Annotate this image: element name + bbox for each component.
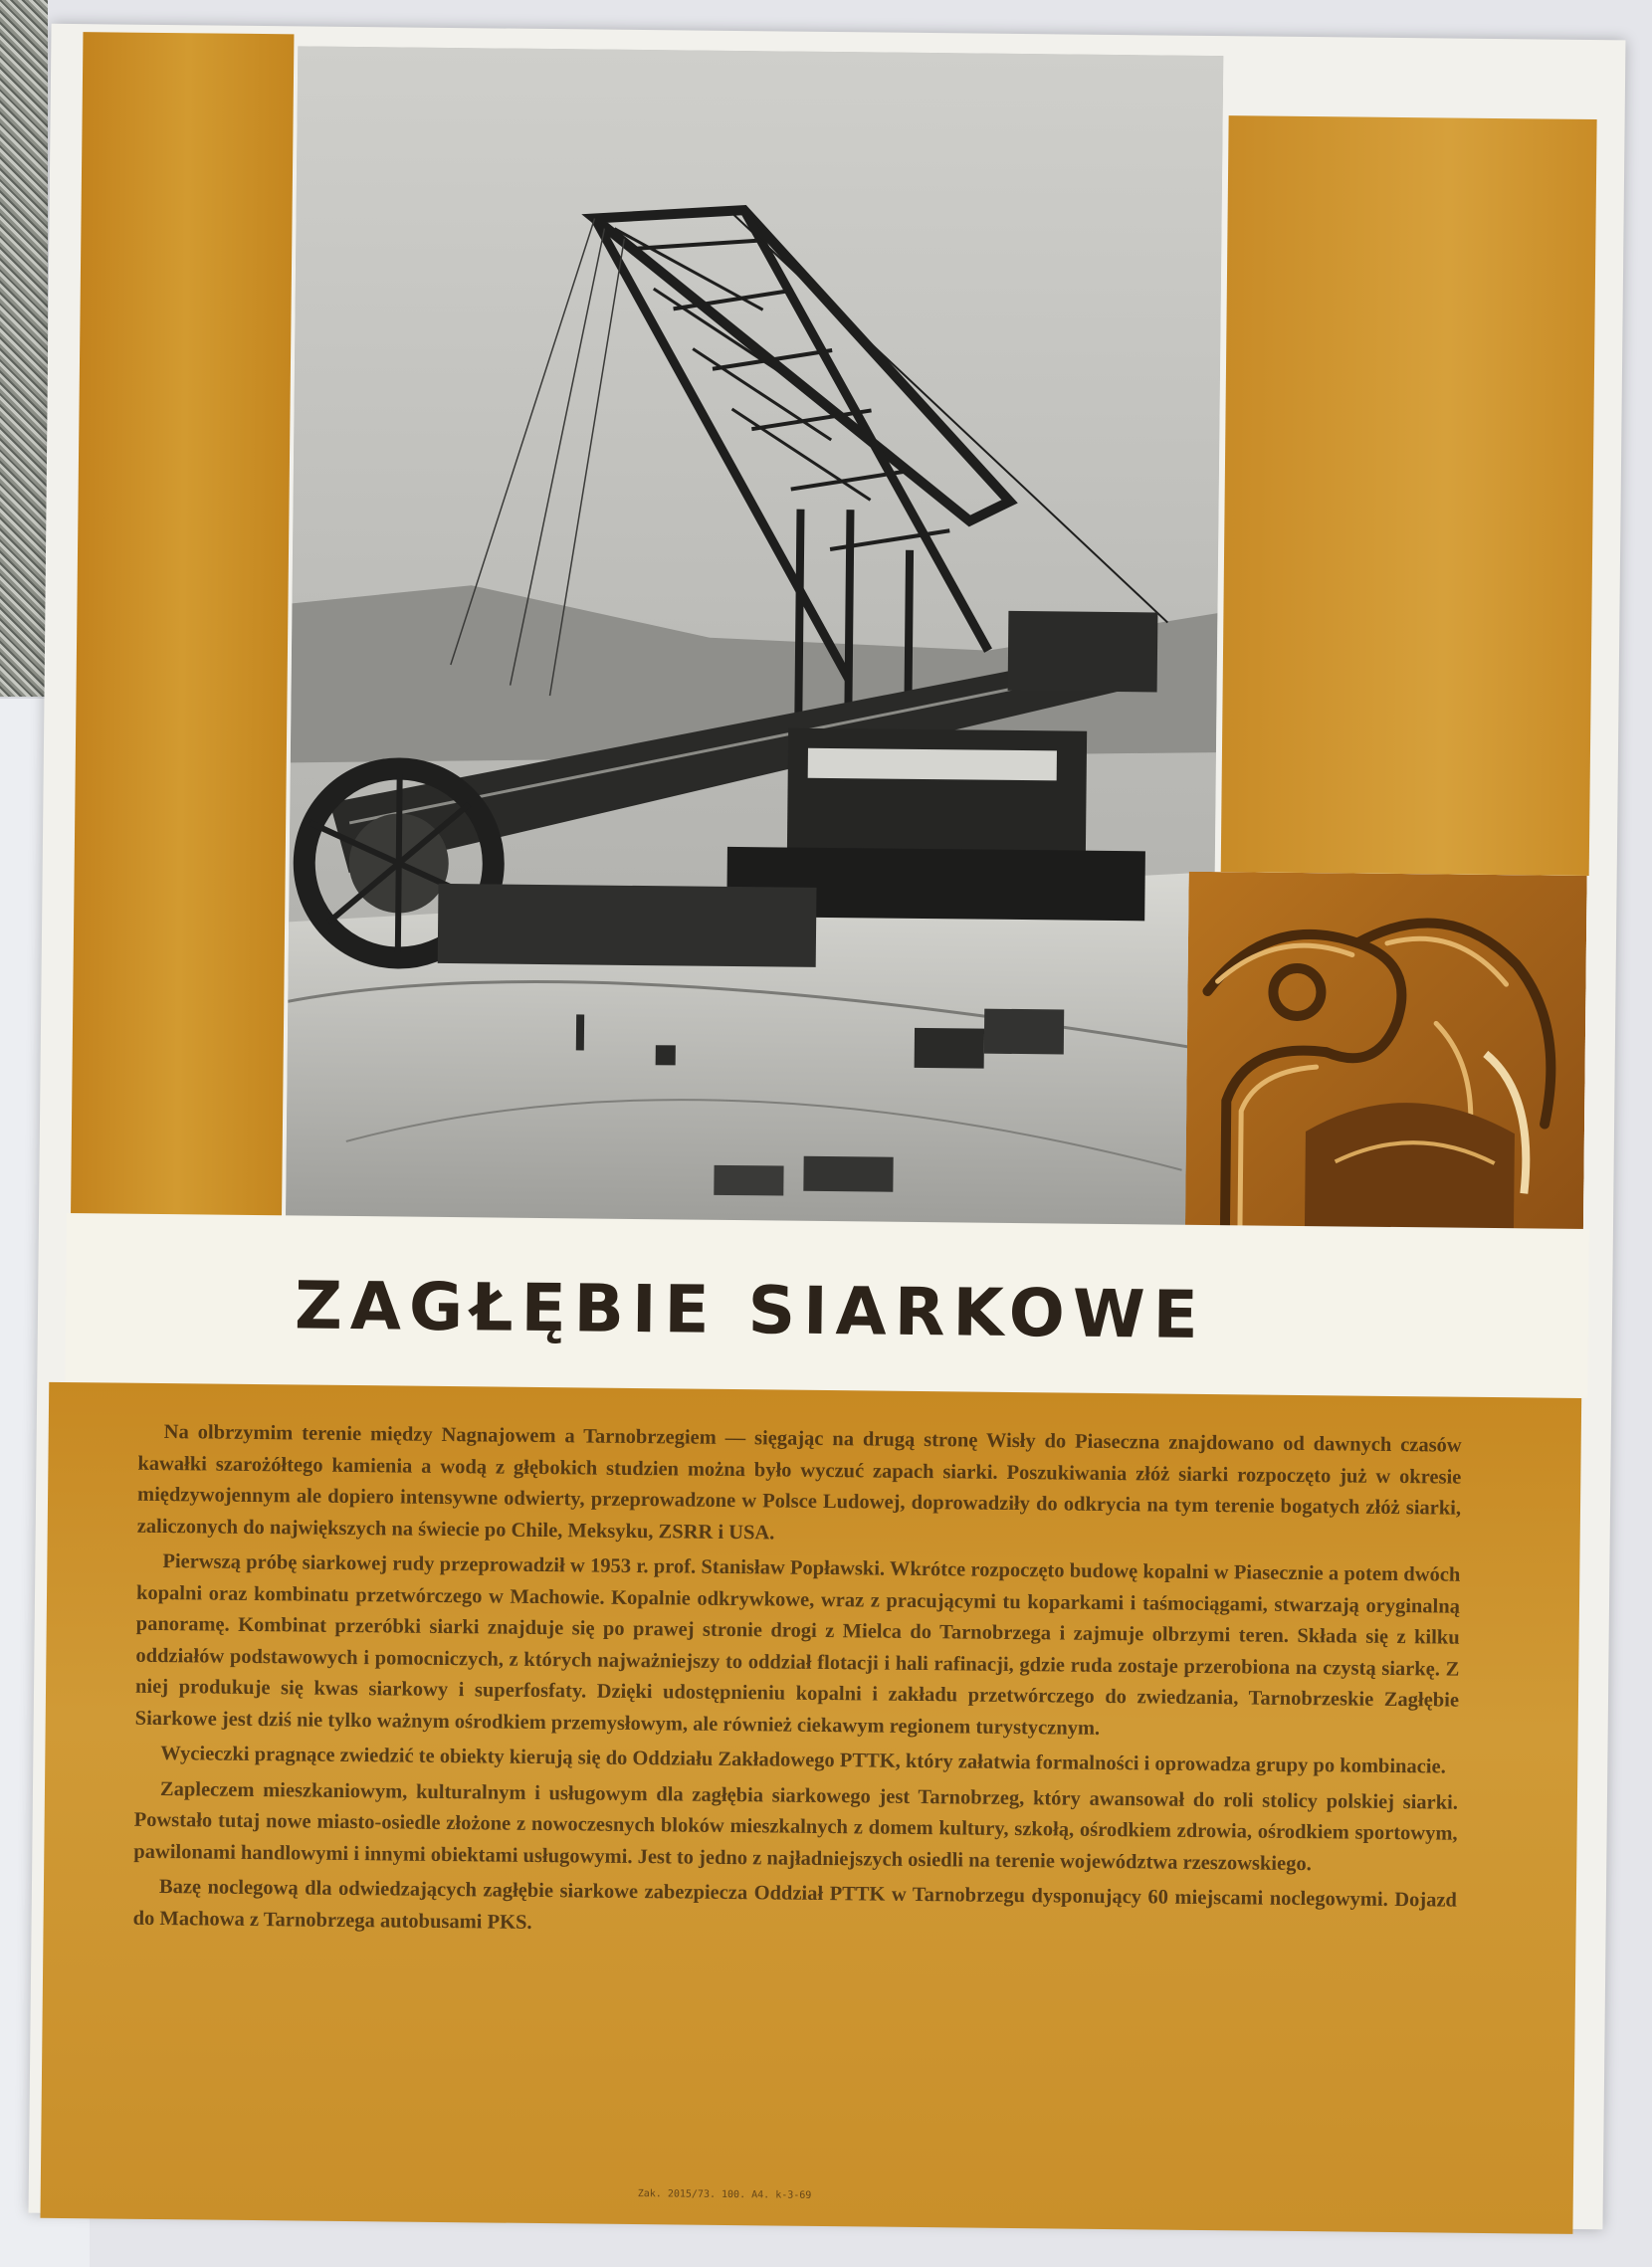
printer-imprint: Zak. 2015/73. 100. A4. k-3-69 [637, 2188, 812, 2201]
paragraph: Zapleczem mieszkaniowym, kulturalnym i usługowym dla zagłębia siarkowego jest Tarnobrzeg, który awansował do roli stolicy polskiej siarki. Powstało tutaj nowe miasto-osiedle złożone z nowoczesnych bloków mieszkalnych z domem kultury, szkołą, ośrodkiem zdrowia, ośrodkiem sportowym, pawilonami handlowymi i innymi obiektami usługowymi. Jest to jedno z najładniejszych osiedli na terenie województwa rzeszowskiego. [133, 1777, 1459, 1875]
poster-title: ZAGŁĘBIE SIARKOWE [294, 1267, 1207, 1353]
text-panel [40, 1382, 1581, 2234]
excavator-photo [286, 46, 1223, 1240]
baroque-ornament-image [1185, 872, 1587, 1264]
paragraph: Wycieczki pragnące zwiedzić te obiekty kierują się do Oddziału Zakładowego PTTK, który załatwia formalności i oprowadza grupy po kombinacie. [160, 1743, 1446, 1778]
ochre-band-right [1221, 115, 1597, 876]
paragraph: Na olbrzymim terenie między Nagnajowem a Tarnobrzegiem — sięgając na drugą stronę Wisły do Piaseczna znajdowano od dawnych czasów kawałki szarożółtego kamienia a wodą z głębokich studzien można było wyczuć zapach siarki. Poszukiwania złóż siarki rozpoczęto już w okresie międzywojennym ale dopiero intensywne odwierty, przeprowadzone w Polsce Ludowej, doprowadziły do odkrycia na tym terenie bogatych złóż siarki, zaliczonych do największych na świecie po Chile, Meksyku, ZSRR i USA. [136, 1421, 1462, 1544]
body-text [132, 1417, 1461, 1953]
poster-sheet [29, 24, 1626, 2229]
background-fabric [0, 0, 48, 697]
ochre-band-left [71, 32, 294, 1218]
paragraph: Pierwszą próbę siarkowej rudy przeprowadził w 1953 r. prof. Stanisław Popławski. Wkrótce rozpoczęto budowę kopalni w Piasecznie a potem dwóch kopalni oraz kombinatu przetwórczego w Machowie. Kopalnie odkrywkowe, wraz z pracującymi tu koparkami i taśmociągami, stwarzają oryginalną panoramę. Kombinat przeróbki siarki znajduje się po prawej stronie drogi z Mielca do Tarnobrzega i zajmuje olbrzymi teren. Składa się z kilku oddziałów podstawowych i pomocniczych, z których najważniejszy to oddział flotacji i hali rafinacji, gdzie ruda zostaje przerobiona na czystą siarkę. Z niej produkuje się kwas siarkowy i superfosfaty. Dzięki udostępnieniu kopalni i zakładu przetwórczego do zwiedzania, Tarnobrzeskie Zagłębie Siarkowe jest dziś nie tylko ważnym ośrodkiem przemysłowym, ale również ciekawym regionem turystycznym. [134, 1550, 1461, 1740]
paragraph: Bazę noclegową dla odwiedzających zagłębie siarkowe zabezpiecza Oddział PTTK w Tarnobrzegu dysponujący 60 miejscami noclegowymi. Dojazd do Machowa z Tarnobrzega autobusami PKS. [132, 1876, 1458, 1934]
title-bar [65, 1213, 1589, 1398]
